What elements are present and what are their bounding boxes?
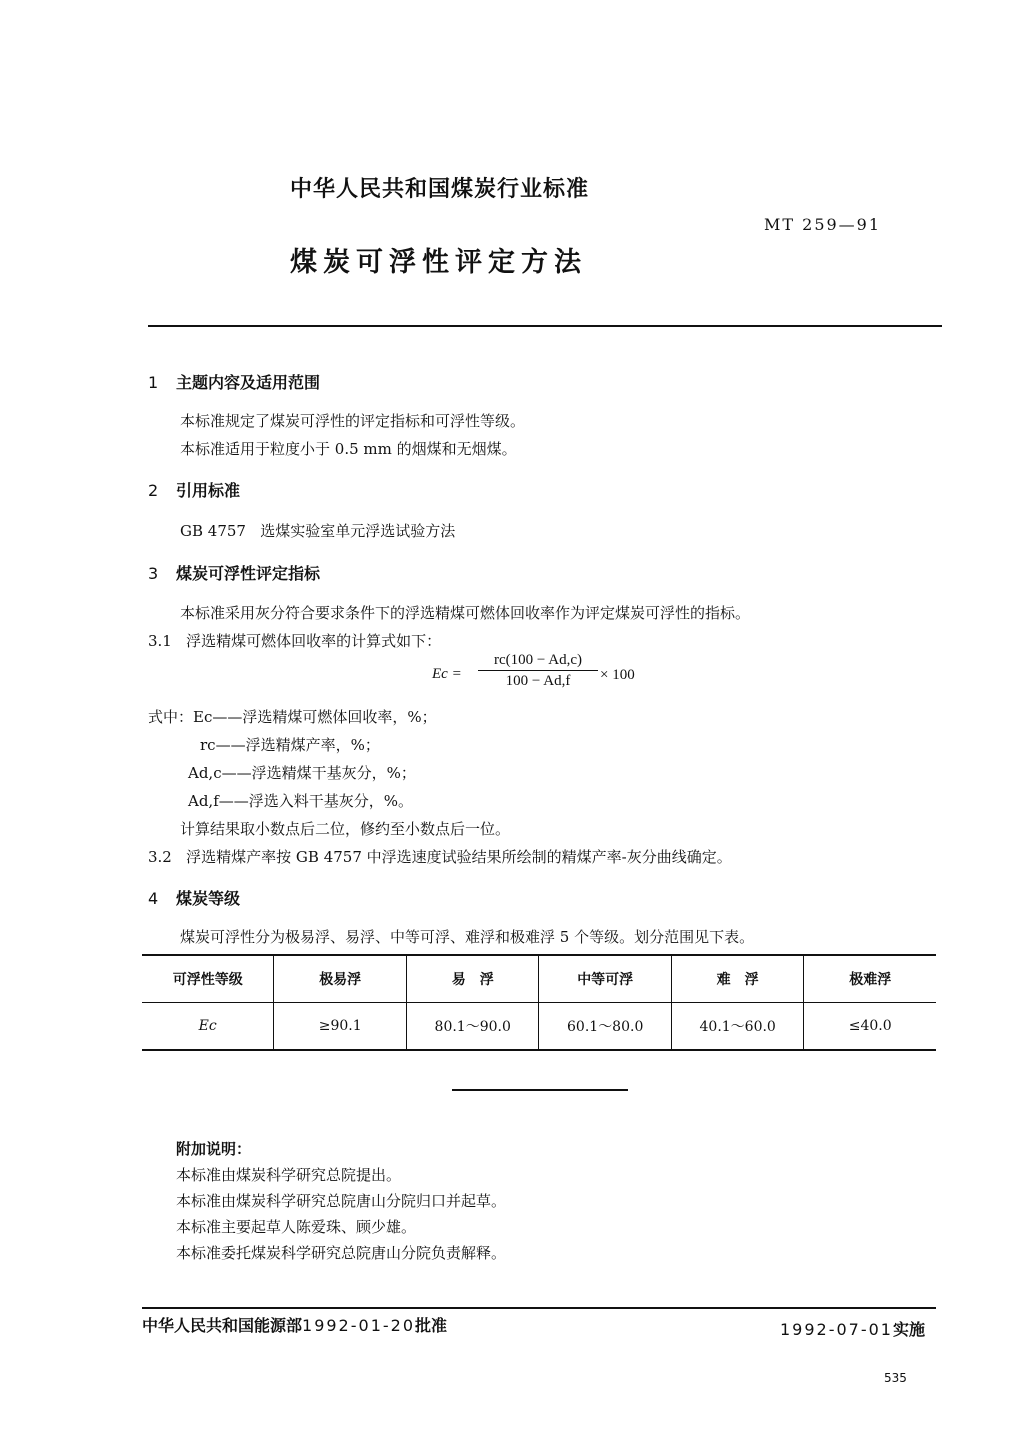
section-title: 主题内容及适用范围 — [176, 373, 321, 392]
section-3-heading — [148, 561, 320, 584]
formula-denominator: 100 − Ad,f — [505, 673, 571, 689]
section-number: 3 — [148, 564, 159, 583]
approval-line — [142, 1313, 447, 1336]
table-header-row — [142, 955, 936, 1003]
standard-title: 中华人民共和国煤炭行业标准 — [290, 176, 590, 202]
where-line-2: rc——浮选精煤产率，%； — [200, 736, 380, 754]
approval-date: 1992-01-20 — [302, 1316, 415, 1335]
section-4-heading — [148, 886, 240, 909]
table-cell: ≥90.1 — [274, 1003, 407, 1051]
section-4-paragraph: 煤炭可浮性分为极易浮、易浮、中等可浮、难浮和极难浮 5 个等级。划分范围见下表。 — [180, 928, 755, 946]
table-cell: Ec — [142, 1003, 274, 1051]
formula-lhs: Ec = — [432, 666, 462, 682]
document-title: 煤炭可浮性评定方法 — [290, 247, 587, 278]
calculation-note: 计算结果取小数点后二位，修约至小数点后一位。 — [180, 820, 511, 838]
table-header-cell: 可浮性等级 — [142, 955, 274, 1003]
note-item: 本标准主要起草人陈爱珠、顾少雄。 — [176, 1218, 417, 1236]
approval-org: 中华人民共和国能源部 — [142, 1316, 303, 1335]
section-title: 煤炭等级 — [176, 889, 241, 908]
implementation-word: 实施 — [892, 1320, 925, 1339]
where-line-3: Ad,c——浮选精煤干基灰分，%； — [188, 764, 416, 782]
approval-word: 批准 — [415, 1316, 448, 1335]
section-1-paragraph-2: 本标准适用于粒度小于 0.5 mm 的烟煤和无烟煤。 — [180, 440, 517, 458]
end-rule — [452, 1089, 628, 1091]
formula-multiplier: × 100 — [600, 667, 635, 683]
formula-numerator: rc(100 − Ad,c) — [478, 652, 598, 671]
table-cell: 40.1～60.0 — [671, 1003, 803, 1051]
section-1-heading — [148, 370, 320, 393]
subsection-3-2: 3.2 浮选精煤产率按 GB 4757 中浮选速度试验结果所绘制的精煤产率-灰分曲线确定。 — [148, 848, 732, 866]
section-2-heading — [148, 478, 240, 501]
floatability-grade-table — [142, 954, 936, 1051]
table-cell: 60.1～80.0 — [539, 1003, 671, 1051]
footer-rule — [142, 1307, 936, 1309]
table-header-cell: 中等可浮 — [539, 955, 671, 1003]
section-title: 煤炭可浮性评定指标 — [176, 564, 321, 583]
page-number: 535 — [884, 1371, 907, 1385]
table-header-cell: 极难浮 — [804, 955, 936, 1003]
where-line-4: Ad,f——浮选入料干基灰分，%。 — [188, 792, 414, 810]
table-header-cell: 易 浮 — [406, 955, 538, 1003]
section-number: 2 — [148, 481, 159, 500]
formula-fraction — [478, 652, 598, 690]
where-line-1: 式中：Ec——浮选精煤可燃体回收率，%； — [148, 708, 437, 726]
note-item: 本标准委托煤炭科学研究总院唐山分院负责解释。 — [176, 1244, 507, 1262]
section-number: 4 — [148, 889, 159, 908]
table-cell: ≤40.0 — [804, 1003, 936, 1051]
header-rule — [148, 325, 942, 327]
section-1-paragraph-1: 本标准规定了煤炭可浮性的评定指标和可浮性等级。 — [180, 412, 526, 430]
table-cell: 80.1～90.0 — [406, 1003, 538, 1051]
section-title: 引用标准 — [176, 481, 241, 500]
standard-code: MT 259—91 — [764, 215, 882, 234]
note-item: 本标准由煤炭科学研究总院提出。 — [176, 1166, 402, 1184]
section-number: 1 — [148, 373, 159, 392]
table-header-cell: 极易浮 — [274, 955, 407, 1003]
implementation-date: 1992-07-01 — [780, 1320, 893, 1339]
table-header-cell: 难 浮 — [671, 955, 803, 1003]
section-3-paragraph: 本标准采用灰分符合要求条件下的浮选精煤可燃体回收率作为评定煤炭可浮性的指标。 — [180, 604, 751, 622]
notes-heading: 附加说明： — [176, 1140, 252, 1158]
implementation-line — [780, 1317, 925, 1340]
note-item: 本标准由煤炭科学研究总院唐山分院归口并起草。 — [176, 1192, 507, 1210]
referenced-standard: GB 4757 选煤实验室单元浮选试验方法 — [180, 522, 456, 540]
subsection-3-1: 3.1 浮选精煤可燃体回收率的计算式如下： — [148, 632, 442, 650]
table-row — [142, 1003, 936, 1051]
